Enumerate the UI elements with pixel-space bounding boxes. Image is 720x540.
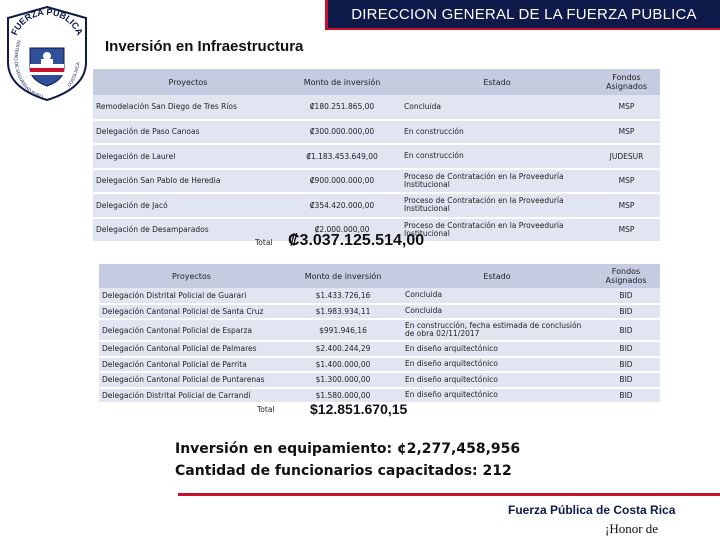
cell-proyecto: Delegación Cantonal Policial de Puntarenas — [99, 372, 284, 388]
cell-estado: En diseño arquitectónico — [402, 341, 592, 357]
table-row — [99, 341, 660, 357]
footer-motto: ¡Honor de — [605, 521, 659, 536]
cell-monto: $1.580.000,00 — [284, 388, 402, 404]
cell-fondos: BID — [592, 372, 660, 388]
table1-total-label: Total — [255, 238, 273, 247]
infraestructura-table-msp — [93, 69, 660, 243]
cell-fondos: BID — [592, 341, 660, 357]
cell-estado: Concluida — [402, 288, 592, 304]
col-monto: Monto de inversión — [283, 69, 401, 95]
table-row — [93, 193, 660, 218]
cell-proyecto: Delegación de Laurel — [93, 144, 283, 169]
cell-estado: Concluida — [401, 95, 593, 120]
cell-proyecto: Delegación San Pablo de Heredia — [93, 169, 283, 194]
capacitados-summary: Cantidad de funcionarios capacitados: 212 — [175, 463, 512, 479]
col-proyectos: Proyectos — [99, 264, 284, 288]
cell-proyecto: Remodelación San Diego de Tres Ríos — [93, 95, 283, 120]
table-header-row — [93, 69, 660, 95]
cell-monto: $1.400.000,00 — [284, 357, 402, 373]
cell-estado: Concluida — [402, 304, 592, 320]
cell-monto: ₡2.000.000,00 — [283, 218, 401, 243]
table2-total-label: Total — [257, 405, 275, 414]
cell-fondos: MSP — [593, 120, 660, 145]
cell-proyecto: Delegación de Paso Canoas — [93, 120, 283, 145]
section-title: Inversión en Infraestructura — [105, 38, 304, 55]
cell-estado: En diseño arquitectónico — [402, 372, 592, 388]
cell-monto: ₡300.000.000,00 — [283, 120, 401, 145]
cell-proyecto: Delegación Cantonal Policial de Palmares — [99, 341, 284, 357]
cell-fondos: MSP — [593, 193, 660, 218]
col-monto: Monto de inversión — [284, 264, 402, 288]
cell-estado: Proceso de Contratación en la Proveeduría Institucional — [401, 193, 593, 218]
cell-fondos: MSP — [593, 95, 660, 120]
cell-proyecto: Delegación de Desamparados — [93, 218, 283, 243]
col-proyectos: Proyectos — [93, 69, 283, 95]
cell-estado: Proceso de Contratación en la Proveeduría Institucional — [401, 169, 593, 194]
table-row — [93, 120, 660, 145]
col-fondos: Fondos Asignados — [593, 69, 660, 95]
table-row — [93, 95, 660, 120]
cell-monto: $1.433.726,16 — [284, 288, 402, 304]
cell-proyecto: Delegación Cantonal Policial de Esparza — [99, 319, 284, 341]
logo-arc-text: FUERZA PUBLICA — [9, 6, 85, 37]
cell-monto: $1.300.000,00 — [284, 372, 402, 388]
cell-estado: En construcción, fecha estimada de conclusión de obra 02/11/2017 — [402, 319, 592, 341]
table2-total-value: $12.851.670,15 — [310, 401, 408, 417]
cell-monto: ₡1.183.453.649,00 — [283, 144, 401, 169]
cell-fondos: MSP — [593, 169, 660, 194]
cell-estado: En diseño arquitectónico — [402, 357, 592, 373]
col-estado: Estado — [402, 264, 592, 288]
cell-monto: ₡180.251.865,00 — [283, 95, 401, 120]
cell-estado: En diseño arquitectónico — [402, 388, 592, 404]
infraestructura-table-bid — [99, 264, 660, 404]
table-row — [99, 304, 660, 320]
header-bar — [325, 0, 720, 30]
cell-proyecto: Delegación Distrital Policial de Guarari — [99, 288, 284, 304]
header-title: DIRECCION GENERAL DE LA FUERZA PUBLICA — [351, 5, 697, 23]
cell-estado: En construcción — [401, 120, 593, 145]
cell-monto: $991.946,16 — [284, 319, 402, 341]
table-row — [99, 288, 660, 304]
cell-monto: ₡354.420.000,00 — [283, 193, 401, 218]
footer-brand: Fuerza Pública de Costa Rica — [508, 503, 676, 517]
cell-proyecto: Delegación Distrital Policial de Carrandí — [99, 388, 284, 404]
cell-fondos: JUDESUR — [593, 144, 660, 169]
table-header-row — [99, 264, 660, 288]
table-row — [99, 319, 660, 341]
cell-proyecto: Delegación Cantonal Policial de Parrita — [99, 357, 284, 373]
col-fondos: Fondos Asignados — [592, 264, 660, 288]
cell-fondos: BID — [592, 304, 660, 320]
table1-total-value: ₡3.037.125.514,00 — [288, 232, 425, 249]
equipamiento-summary: Inversión en equipamiento: ¢2,277,458,956 — [175, 441, 521, 457]
cell-estado: En construcción — [401, 144, 593, 169]
table-row — [93, 169, 660, 194]
logo-side-text: NISTERIO DE SEGURIDAD PUBLI — [13, 39, 44, 99]
cell-proyecto: Delegación de Jacó — [93, 193, 283, 218]
table-row — [93, 144, 660, 169]
table-row — [99, 357, 660, 373]
col-estado: Estado — [401, 69, 593, 95]
logo-side-text-right: COSTA RICA — [66, 61, 81, 88]
cell-fondos: BID — [592, 288, 660, 304]
cell-monto: $1.983.934,11 — [284, 304, 402, 320]
cell-fondos: BID — [592, 319, 660, 341]
cell-monto: $2.400.244,29 — [284, 341, 402, 357]
cell-monto: ₡900.000.000,00 — [283, 169, 401, 194]
cell-proyecto: Delegación Cantonal Policial de Santa Cruz — [99, 304, 284, 320]
cell-fondos: BID — [592, 388, 660, 404]
cell-estado: Proceso de Contratación en la Proveeduría Institucional — [401, 218, 593, 243]
cell-fondos: MSP — [593, 218, 660, 243]
footer-divider — [178, 493, 720, 496]
cell-fondos: BID — [592, 357, 660, 373]
table-row — [99, 372, 660, 388]
fuerza-publica-logo — [4, 4, 90, 102]
